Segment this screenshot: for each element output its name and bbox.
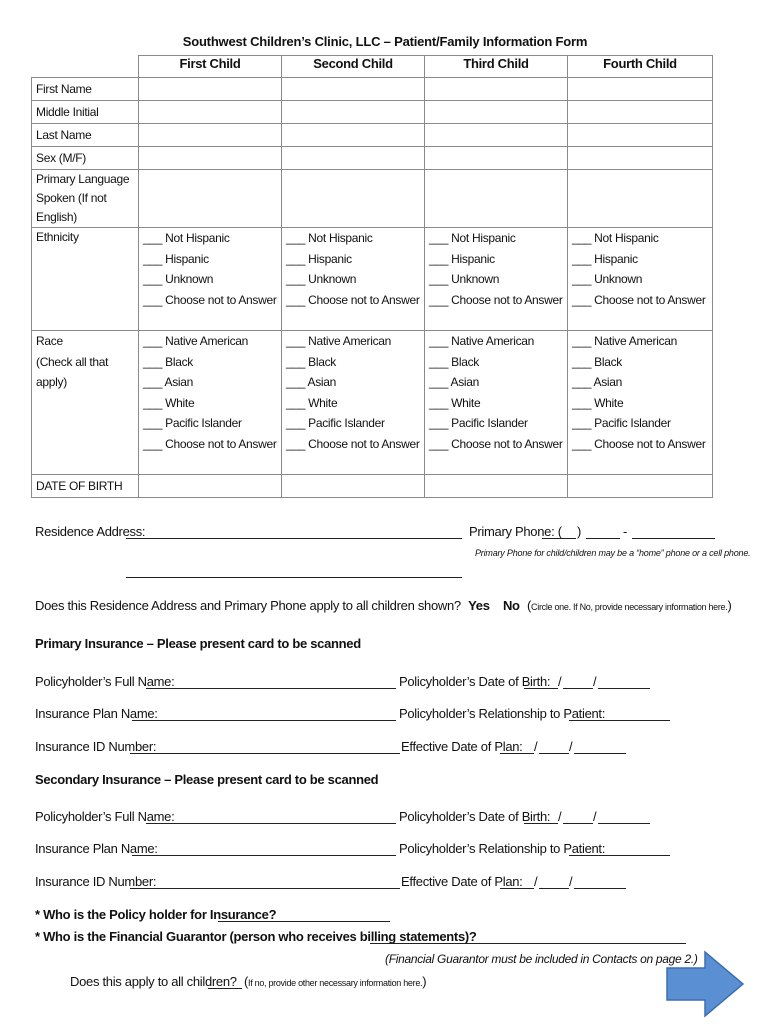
race-option[interactable]: ___ White bbox=[286, 395, 338, 410]
first-name-cell-2[interactable] bbox=[282, 78, 425, 101]
secondary-id-line[interactable] bbox=[130, 874, 400, 889]
primary-plan-name-line[interactable] bbox=[132, 706, 396, 721]
ethnicity-option[interactable]: ___ Choose not to Answer bbox=[429, 292, 563, 307]
primary-holder-dob-label: Policyholder’s Date of Birth: bbox=[399, 674, 551, 689]
phone-number-line[interactable] bbox=[632, 524, 715, 539]
primary-relationship-label: Policyholder’s Relationship to Patient: bbox=[399, 706, 606, 721]
header-third-child: Third Child bbox=[425, 56, 568, 78]
slash: / bbox=[558, 674, 562, 689]
residence-address-line-2[interactable] bbox=[126, 563, 462, 578]
language-cell-2[interactable] bbox=[282, 170, 425, 228]
ethnicity-option[interactable]: ___ Unknown bbox=[429, 272, 500, 286]
row-label-last-name: Last Name bbox=[32, 124, 139, 147]
race-option[interactable]: ___ Asian bbox=[143, 375, 194, 389]
primary-holder-name-label: Policyholder’s Full Name: bbox=[35, 674, 175, 689]
ethnicity-option[interactable]: ___ Choose not to Answer bbox=[572, 292, 706, 307]
primary-language-label: Primary Language bbox=[36, 172, 130, 186]
last-name-cell-1[interactable] bbox=[139, 124, 282, 147]
primary-dob-month-line[interactable] bbox=[524, 674, 558, 689]
race-option[interactable]: ___ Black bbox=[143, 354, 193, 369]
slash: / bbox=[569, 739, 573, 754]
slash: / bbox=[534, 874, 538, 889]
language-cell-4[interactable] bbox=[568, 170, 713, 228]
dob-cell-4[interactable] bbox=[568, 475, 713, 498]
ethnicity-options-3[interactable] bbox=[425, 228, 568, 331]
ethnicity-options-4[interactable] bbox=[568, 228, 713, 331]
race-option[interactable]: ___ Black bbox=[429, 354, 479, 369]
secondary-plan-name-label: Insurance Plan Name: bbox=[35, 841, 158, 856]
secondary-plan-name-line[interactable] bbox=[132, 841, 396, 856]
ethnicity-option[interactable]: ___ Not Hispanic bbox=[143, 231, 230, 245]
phone-prefix-line[interactable] bbox=[586, 524, 620, 539]
primary-eff-month-line[interactable] bbox=[500, 739, 534, 754]
primary-dob-day-line[interactable] bbox=[563, 674, 593, 689]
secondary-id-label: Insurance ID Number: bbox=[35, 874, 157, 889]
row-label-sex: Sex (M/F) bbox=[32, 147, 139, 170]
race-option[interactable]: ___ Native American bbox=[143, 334, 249, 348]
apply-note-close: ) bbox=[727, 598, 732, 613]
primary-eff-year-line[interactable] bbox=[574, 739, 626, 754]
race-option[interactable]: ___ Pacific Islander bbox=[572, 416, 671, 430]
row-label-dob: DATE OF BIRTH bbox=[32, 475, 139, 498]
sex-cell-1[interactable] bbox=[139, 147, 282, 170]
secondary-eff-year-line[interactable] bbox=[574, 874, 626, 889]
apply-all-question bbox=[35, 598, 731, 613]
form-title: Southwest Children’s Clinic, LLC – Patient/Family Information Form bbox=[182, 34, 588, 49]
primary-eff-day-line[interactable] bbox=[539, 739, 569, 754]
primary-holder-name-line[interactable] bbox=[146, 674, 396, 689]
secondary-holder-dob-label: Policyholder’s Date of Birth: bbox=[399, 809, 551, 824]
financial-guarantor-question: * Who is the Financial Guarantor (person who receives billing statements)? bbox=[35, 929, 477, 944]
race-option[interactable]: ___ Choose not to Answer bbox=[572, 436, 706, 451]
middle-initial-cell-3[interactable] bbox=[425, 101, 568, 124]
guarantor-note: (Financial Guarantor must be included in Contacts on page 2.) bbox=[385, 952, 698, 966]
slash: / bbox=[593, 674, 597, 689]
secondary-dob-month-line[interactable] bbox=[524, 809, 558, 824]
race-options-2[interactable] bbox=[282, 331, 425, 475]
row-label-primary-language bbox=[32, 170, 139, 228]
residence-address-label: Residence Address: bbox=[35, 524, 146, 539]
apply-children-open: ( bbox=[244, 974, 249, 989]
race-options-4[interactable] bbox=[568, 331, 713, 475]
financial-guarantor-line[interactable] bbox=[370, 929, 686, 944]
dob-cell-3[interactable] bbox=[425, 475, 568, 498]
row-label-middle-initial: Middle Initial bbox=[32, 101, 139, 124]
secondary-dob-year-line[interactable] bbox=[598, 809, 650, 824]
last-name-cell-3[interactable] bbox=[425, 124, 568, 147]
race-option[interactable]: ___ Black bbox=[572, 354, 622, 369]
dob-cell-2[interactable] bbox=[282, 475, 425, 498]
apply-note-open: ( bbox=[527, 598, 532, 613]
race-option[interactable]: ___ Native American bbox=[429, 334, 535, 348]
secondary-dob-day-line[interactable] bbox=[563, 809, 593, 824]
last-name-cell-2[interactable] bbox=[282, 124, 425, 147]
ethnicity-options-1[interactable] bbox=[139, 228, 282, 331]
primary-id-line[interactable] bbox=[130, 739, 400, 754]
race-option[interactable]: ___ Choose not to Answer bbox=[143, 436, 277, 451]
row-label-first-name: First Name bbox=[32, 78, 139, 101]
race-option[interactable]: ___ Pacific Islander bbox=[429, 416, 528, 430]
language-cell-3[interactable] bbox=[425, 170, 568, 228]
policy-holder-question: * Who is the Policy holder for Insurance? bbox=[35, 907, 277, 922]
ethnicity-option[interactable]: ___ Unknown bbox=[286, 272, 357, 286]
race-option[interactable]: ___ Black bbox=[286, 354, 336, 369]
first-name-cell-4[interactable] bbox=[568, 78, 713, 101]
sex-cell-3[interactable] bbox=[425, 147, 568, 170]
race-option[interactable]: ___ Native American bbox=[572, 334, 678, 348]
apply-children-close: ) bbox=[422, 974, 427, 989]
secondary-eff-day-line[interactable] bbox=[539, 874, 569, 889]
children-info-table bbox=[31, 55, 713, 498]
ethnicity-option[interactable]: ___ Unknown bbox=[143, 272, 214, 286]
no-option[interactable]: No bbox=[502, 598, 520, 613]
phone-note: Primary Phone for child/children may be a “home” phone or a cell phone. bbox=[475, 548, 751, 558]
race-option[interactable]: ___ Pacific Islander bbox=[286, 416, 385, 430]
primary-effective-label: Effective Date of Plan: bbox=[401, 739, 523, 754]
secondary-effective-label: Effective Date of Plan: bbox=[401, 874, 523, 889]
secondary-insurance-heading: Secondary Insurance – Please present card to be scanned bbox=[35, 772, 379, 787]
residence-address-line-1[interactable] bbox=[126, 524, 462, 539]
race-option[interactable]: ___ Asian bbox=[572, 375, 623, 389]
race-option[interactable]: ___ Native American bbox=[286, 334, 392, 348]
race-sublabel: (Check all that apply) bbox=[36, 354, 109, 389]
primary-dob-year-line[interactable] bbox=[598, 674, 650, 689]
slash: / bbox=[569, 874, 573, 889]
ethnicity-option[interactable]: ___ Choose not to Answer bbox=[286, 292, 420, 307]
middle-initial-cell-2[interactable] bbox=[282, 101, 425, 124]
language-cell-1[interactable] bbox=[139, 170, 282, 228]
race-option[interactable]: ___ Choose not to Answer bbox=[286, 436, 420, 451]
primary-relationship-line[interactable] bbox=[569, 706, 670, 721]
sex-cell-4[interactable] bbox=[568, 147, 713, 170]
secondary-holder-name-label: Policyholder’s Full Name: bbox=[35, 809, 175, 824]
apply-question-text: Does this Residence Address and Primary Phone apply to all children shown? bbox=[35, 598, 461, 613]
ethnicity-options-2[interactable] bbox=[282, 228, 425, 331]
ethnicity-option[interactable]: ___ Hispanic bbox=[429, 251, 495, 266]
row-label-ethnicity: Ethnicity bbox=[32, 228, 139, 331]
ethnicity-option[interactable]: ___ Choose not to Answer bbox=[143, 292, 277, 307]
race-option[interactable]: ___ Choose not to Answer bbox=[429, 436, 563, 451]
race-option[interactable]: ___ White bbox=[572, 395, 624, 410]
ethnicity-option[interactable]: ___ Not Hispanic bbox=[286, 231, 373, 245]
apply-children-note bbox=[244, 974, 426, 989]
primary-plan-name-label: Insurance Plan Name: bbox=[35, 706, 158, 721]
race-options-3[interactable] bbox=[425, 331, 568, 475]
header-fourth-child: Fourth Child bbox=[568, 56, 713, 78]
race-options-1[interactable] bbox=[139, 331, 282, 475]
first-name-cell-1[interactable] bbox=[139, 78, 282, 101]
secondary-relationship-line[interactable] bbox=[569, 841, 670, 856]
primary-id-label: Insurance ID Number: bbox=[35, 739, 157, 754]
header-first-child: First Child bbox=[139, 56, 282, 78]
ethnicity-option[interactable]: ___ Unknown bbox=[572, 272, 643, 286]
table-corner bbox=[32, 56, 139, 78]
header-second-child: Second Child bbox=[282, 56, 425, 78]
primary-phone-label: Primary Phone: ( bbox=[469, 524, 562, 539]
secondary-relationship-label: Policyholder’s Relationship to Patient: bbox=[399, 841, 606, 856]
primary-insurance-heading: Primary Insurance – Please present card to be scanned bbox=[35, 636, 361, 651]
row-label-race bbox=[32, 331, 139, 475]
middle-initial-cell-1[interactable] bbox=[139, 101, 282, 124]
ethnicity-option[interactable]: ___ Hispanic bbox=[572, 251, 638, 266]
middle-initial-cell-4[interactable] bbox=[568, 101, 713, 124]
slash: / bbox=[558, 809, 562, 824]
right-arrow-icon[interactable] bbox=[665, 950, 745, 1018]
policy-holder-line[interactable] bbox=[218, 907, 390, 922]
sex-cell-2[interactable] bbox=[282, 147, 425, 170]
phone-area-code-line[interactable] bbox=[542, 524, 576, 539]
ethnicity-option[interactable]: ___ Not Hispanic bbox=[429, 231, 516, 245]
apply-note: Circle one. If No, provide necessary information here. bbox=[531, 602, 728, 612]
secondary-eff-month-line[interactable] bbox=[500, 874, 534, 889]
race-option[interactable]: ___ White bbox=[429, 395, 481, 410]
race-label: Race bbox=[36, 334, 63, 348]
ethnicity-option[interactable]: ___ Not Hispanic bbox=[572, 231, 659, 245]
first-name-cell-3[interactable] bbox=[425, 78, 568, 101]
ethnicity-option[interactable]: ___ Hispanic bbox=[286, 251, 352, 266]
phone-paren: ) bbox=[577, 524, 582, 539]
dob-cell-1[interactable] bbox=[139, 475, 282, 498]
apply-children-line[interactable] bbox=[208, 974, 242, 989]
slash: / bbox=[593, 809, 597, 824]
last-name-cell-4[interactable] bbox=[568, 124, 713, 147]
slash: / bbox=[534, 739, 538, 754]
primary-language-sublabel: Spoken (If not English) bbox=[36, 191, 107, 224]
yes-option[interactable]: Yes bbox=[468, 598, 490, 613]
race-option[interactable]: ___ White bbox=[143, 395, 195, 410]
ethnicity-option[interactable]: ___ Hispanic bbox=[143, 251, 209, 266]
race-option[interactable]: ___ Asian bbox=[429, 375, 480, 389]
apply-children-question: Does this apply to all children? bbox=[70, 974, 237, 989]
apply-children-note-text: If no, provide other necessary information here. bbox=[248, 978, 423, 988]
phone-dash: - bbox=[623, 524, 628, 539]
race-option[interactable]: ___ Pacific Islander bbox=[143, 416, 242, 430]
secondary-holder-name-line[interactable] bbox=[146, 809, 396, 824]
race-option[interactable]: ___ Asian bbox=[286, 375, 337, 389]
